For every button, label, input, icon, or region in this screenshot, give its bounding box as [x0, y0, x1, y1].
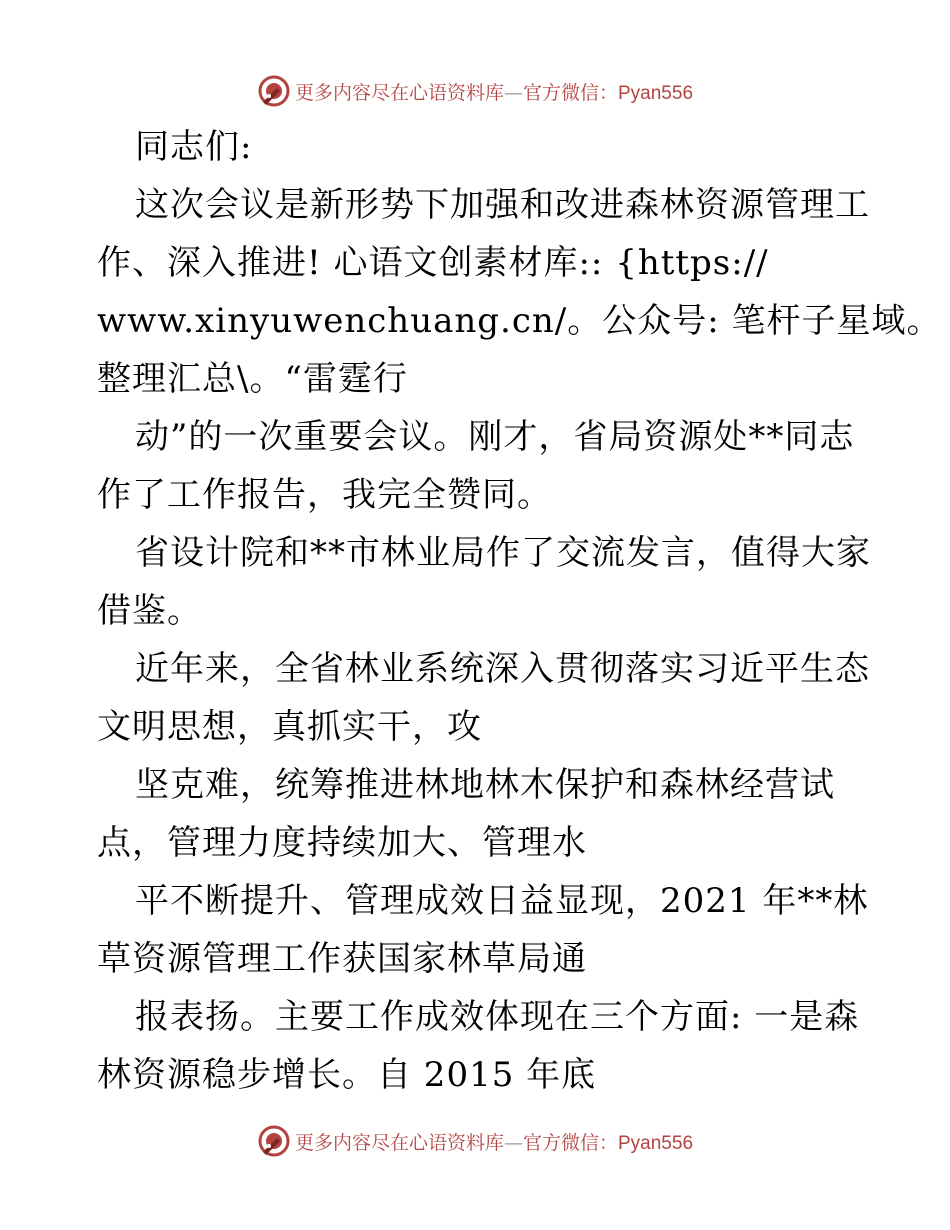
- pen-logo-icon: [257, 1124, 291, 1158]
- text-line: 草资源管理工作获国家林草局通: [97, 939, 587, 979]
- footer-watermark: [0, 1121, 950, 1161]
- text-line: 林资源稳步增长。自 2015 年底: [97, 1055, 597, 1095]
- document-body: [97, 118, 942, 1104]
- text-line: 作了工作报告，我完全赞同。: [97, 475, 552, 515]
- watermark-separator: —: [503, 81, 523, 104]
- text-line: 平不断提升、管理成效日益显现，2021 年**林: [135, 881, 869, 921]
- watermark-text: [295, 1128, 693, 1155]
- text-line: 省设计院和**市林业局作了交流发言，值得大家: [135, 533, 871, 573]
- watermark-channel: 官方微信：: [522, 1131, 618, 1154]
- watermark-channel: 官方微信：: [522, 81, 618, 104]
- text-line: 坚克难，统筹推进林地林木保护和森林经营试: [135, 765, 835, 805]
- watermark-account: Pyan556: [618, 1132, 694, 1154]
- text-line: 这次会议是新形势下加强和改进森林资源管理工: [135, 185, 870, 225]
- watermark-main: 更多内容尽在心语资料库: [294, 81, 504, 104]
- watermark-text: [295, 78, 693, 105]
- text-line: www.xinyuwenchuang.cn/。公众号: 笔杆子星域。: [97, 301, 942, 341]
- text-line: 借鉴。: [97, 591, 202, 631]
- watermark-main: 更多内容尽在心语资料库: [294, 1131, 504, 1154]
- text-line: 整理汇总\。“雷霆行: [97, 359, 408, 399]
- watermark-account: Pyan556: [618, 82, 694, 104]
- text-line: 作、深入推进! 心语文创素材库:: {https://: [97, 243, 769, 283]
- text-line: 点，管理力度持续加大、管理水: [97, 823, 587, 863]
- watermark-separator: —: [503, 1131, 523, 1154]
- text-line: 报表扬。主要工作成效体现在三个方面: 一是森: [135, 997, 860, 1037]
- text-line: 近年来，全省林业系统深入贯彻落实习近平生态: [135, 649, 870, 689]
- text-line: 动”的一次重要会议。刚才，省局资源处**同志: [135, 417, 855, 457]
- pen-logo-icon: [257, 74, 291, 108]
- text-line: 同志们:: [135, 127, 253, 167]
- text-line: 文明思想，真抓实干，攻: [97, 707, 482, 747]
- header-watermark: [0, 71, 950, 111]
